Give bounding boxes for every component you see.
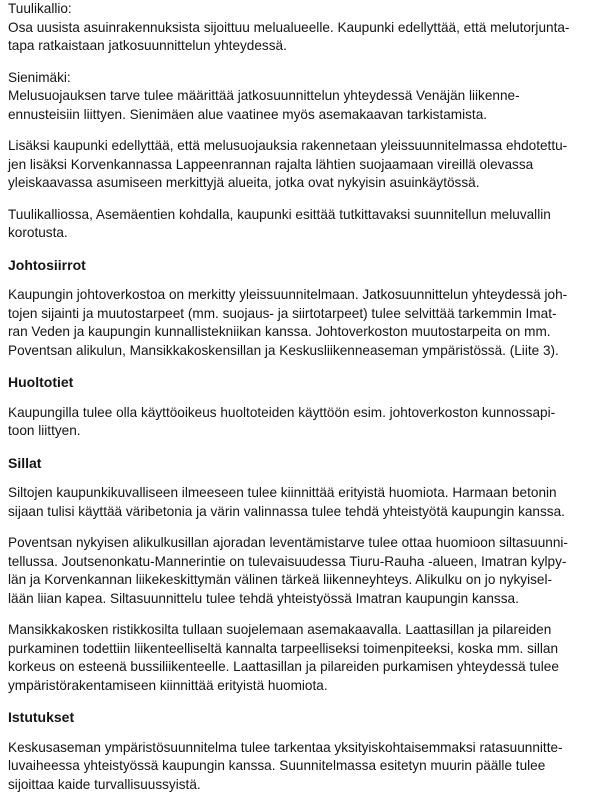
text-line: tojen sijainti ja muutostarpeet (mm. suojaus- ja siirtotarpeet) tulee selvittää tarkemmin Imat- xyxy=(8,305,590,324)
text-line: korkeus on esteenä bussiliikenteelle. Laattasillan ja pilareiden purkamisen yhteydessä tulee xyxy=(8,658,590,677)
section-huoltotiet xyxy=(8,373,590,441)
text-line: Tuulikalliossa, Asemäentien kohdalla, kaupunki esittää tutkittavaksi suunnitellun meluvallin xyxy=(8,206,590,225)
text-line: Kaupungin johtoverkostoa on merkitty yleissuunnitelmaan. Jatkosuunnittelun yhteydessä joh- xyxy=(8,286,590,305)
text-line: län ja Korvenkannan liikekeskittymän välinen tärkeä liikenneyhteys. Alikulku on jo nykyisel- xyxy=(8,571,590,590)
heading-sillat: Sillat xyxy=(8,454,590,473)
paragraph-asemaentie xyxy=(8,206,590,243)
text-line: Siltojen kaupunkikuvalliseen ilmeeseen tulee kiinnittää erityistä huomiota. Harmaan betonin xyxy=(8,484,590,503)
heading-huoltotiet: Huoltotiet xyxy=(8,373,590,392)
text-line: Kaupungilla tulee olla käyttöoikeus huoltoteiden käyttöön esim. johtoverkoston kunnossapi- xyxy=(8,404,590,423)
text-line: Poventsan nykyisen alikulkusillan ajoradan leventämistarve tulee ottaa huomioon siltasuunni- xyxy=(8,534,590,553)
text-line: korotusta. xyxy=(8,224,590,243)
text-line: sijaan tulisi käyttää väribetonia ja värin valinnassa tulee tehdä yhteistyötä kaupungin kanssa. xyxy=(8,503,590,522)
paragraph xyxy=(8,621,590,695)
text-line: yleiskaavassa asumiseen merkittyjä alueita, jotka ovat nykyisin asuinkäytössä. xyxy=(8,174,590,193)
section-sienimaki xyxy=(8,69,590,125)
section-title-tuulikallio: Tuulikallio: xyxy=(8,0,590,19)
heading-istutukset: Istutukset xyxy=(8,708,590,727)
heading-johtosiirrot: Johtosiirrot xyxy=(8,256,590,275)
text-line: Melusuojauksen tarve tulee määrittää jatkosuunnittelun yhteydessä Venäjän liikenne- xyxy=(8,87,590,106)
text-line: jen lisäksi Korvenkannassa Lappeenrannan rajalta lähtien suojaamaan vireillä olevassa xyxy=(8,156,590,175)
text-line: ennusteisiin liittyen. Sienimäen alue vaatinee myös asemakaavan tarkistamista. xyxy=(8,106,590,125)
text-line: Poventsan alikulun, Mansikkakoskensillan ja Keskusliikenneaseman ympäristössä. (Liite 3). xyxy=(8,342,590,361)
text-line: Mansikkakosken ristikkosilta tullaan suojelemaan asemakaavalla. Laattasillan ja pilareiden xyxy=(8,621,590,640)
document-page xyxy=(8,0,590,794)
paragraph xyxy=(8,484,590,521)
section-johtosiirrot xyxy=(8,256,590,361)
text-line: tellussa. Joutsenonkatu-Mannerintie on tulevaisuudessa Tiuru-Rauha -alueen, Imatran kylpy- xyxy=(8,553,590,572)
section-sillat xyxy=(8,454,590,696)
text-line: sijoittaa kaide turvallisuussyistä. xyxy=(8,776,590,794)
section-tuulikallio xyxy=(8,0,590,56)
text-line: tapa ratkaistaan jatkosuunnittelun yhteydessä. xyxy=(8,37,590,56)
paragraph-lisaksi xyxy=(8,137,590,193)
text-line: lään liian kapea. Siltasuunnittelu tulee tehdä yhteistyössä Imatran kaupungin kanssa. xyxy=(8,590,590,609)
text-line: ran Veden ja kaupungin kunnallistekniikan kanssa. Johtoverkoston muutostarpeita on mm. xyxy=(8,323,590,342)
text-line: toon liittyen. xyxy=(8,422,590,441)
text-line: luvaiheessa yhteistyössä kaupungin kanssa. Suunnitelmassa esitetyn muurin päälle tulee xyxy=(8,757,590,776)
section-istutukset xyxy=(8,708,590,794)
section-title-sienimaki: Sienimäki: xyxy=(8,69,590,88)
text-line: purkaminen todettiin liikenteelliseltä kannalta tarpeelliseksi toimenpiteeksi, koska mm. sillan xyxy=(8,640,590,659)
text-line: Osa uusista asuinrakennuksista sijoittuu melualueelle. Kaupunki edellyttää, että melutorjunta- xyxy=(8,19,590,38)
text-line: ympäristörakentamiseen kiinnittää erityistä huomiota. xyxy=(8,677,590,696)
text-line: Keskusaseman ympäristösuunnitelma tulee tarkentaa yksityiskohtaisemmaksi ratasuunnitte- xyxy=(8,739,590,758)
paragraph xyxy=(8,534,590,608)
text-line: Lisäksi kaupunki edellyttää, että melusuojauksia rakennetaan yleissuunnitelmassa ehdotettu- xyxy=(8,137,590,156)
